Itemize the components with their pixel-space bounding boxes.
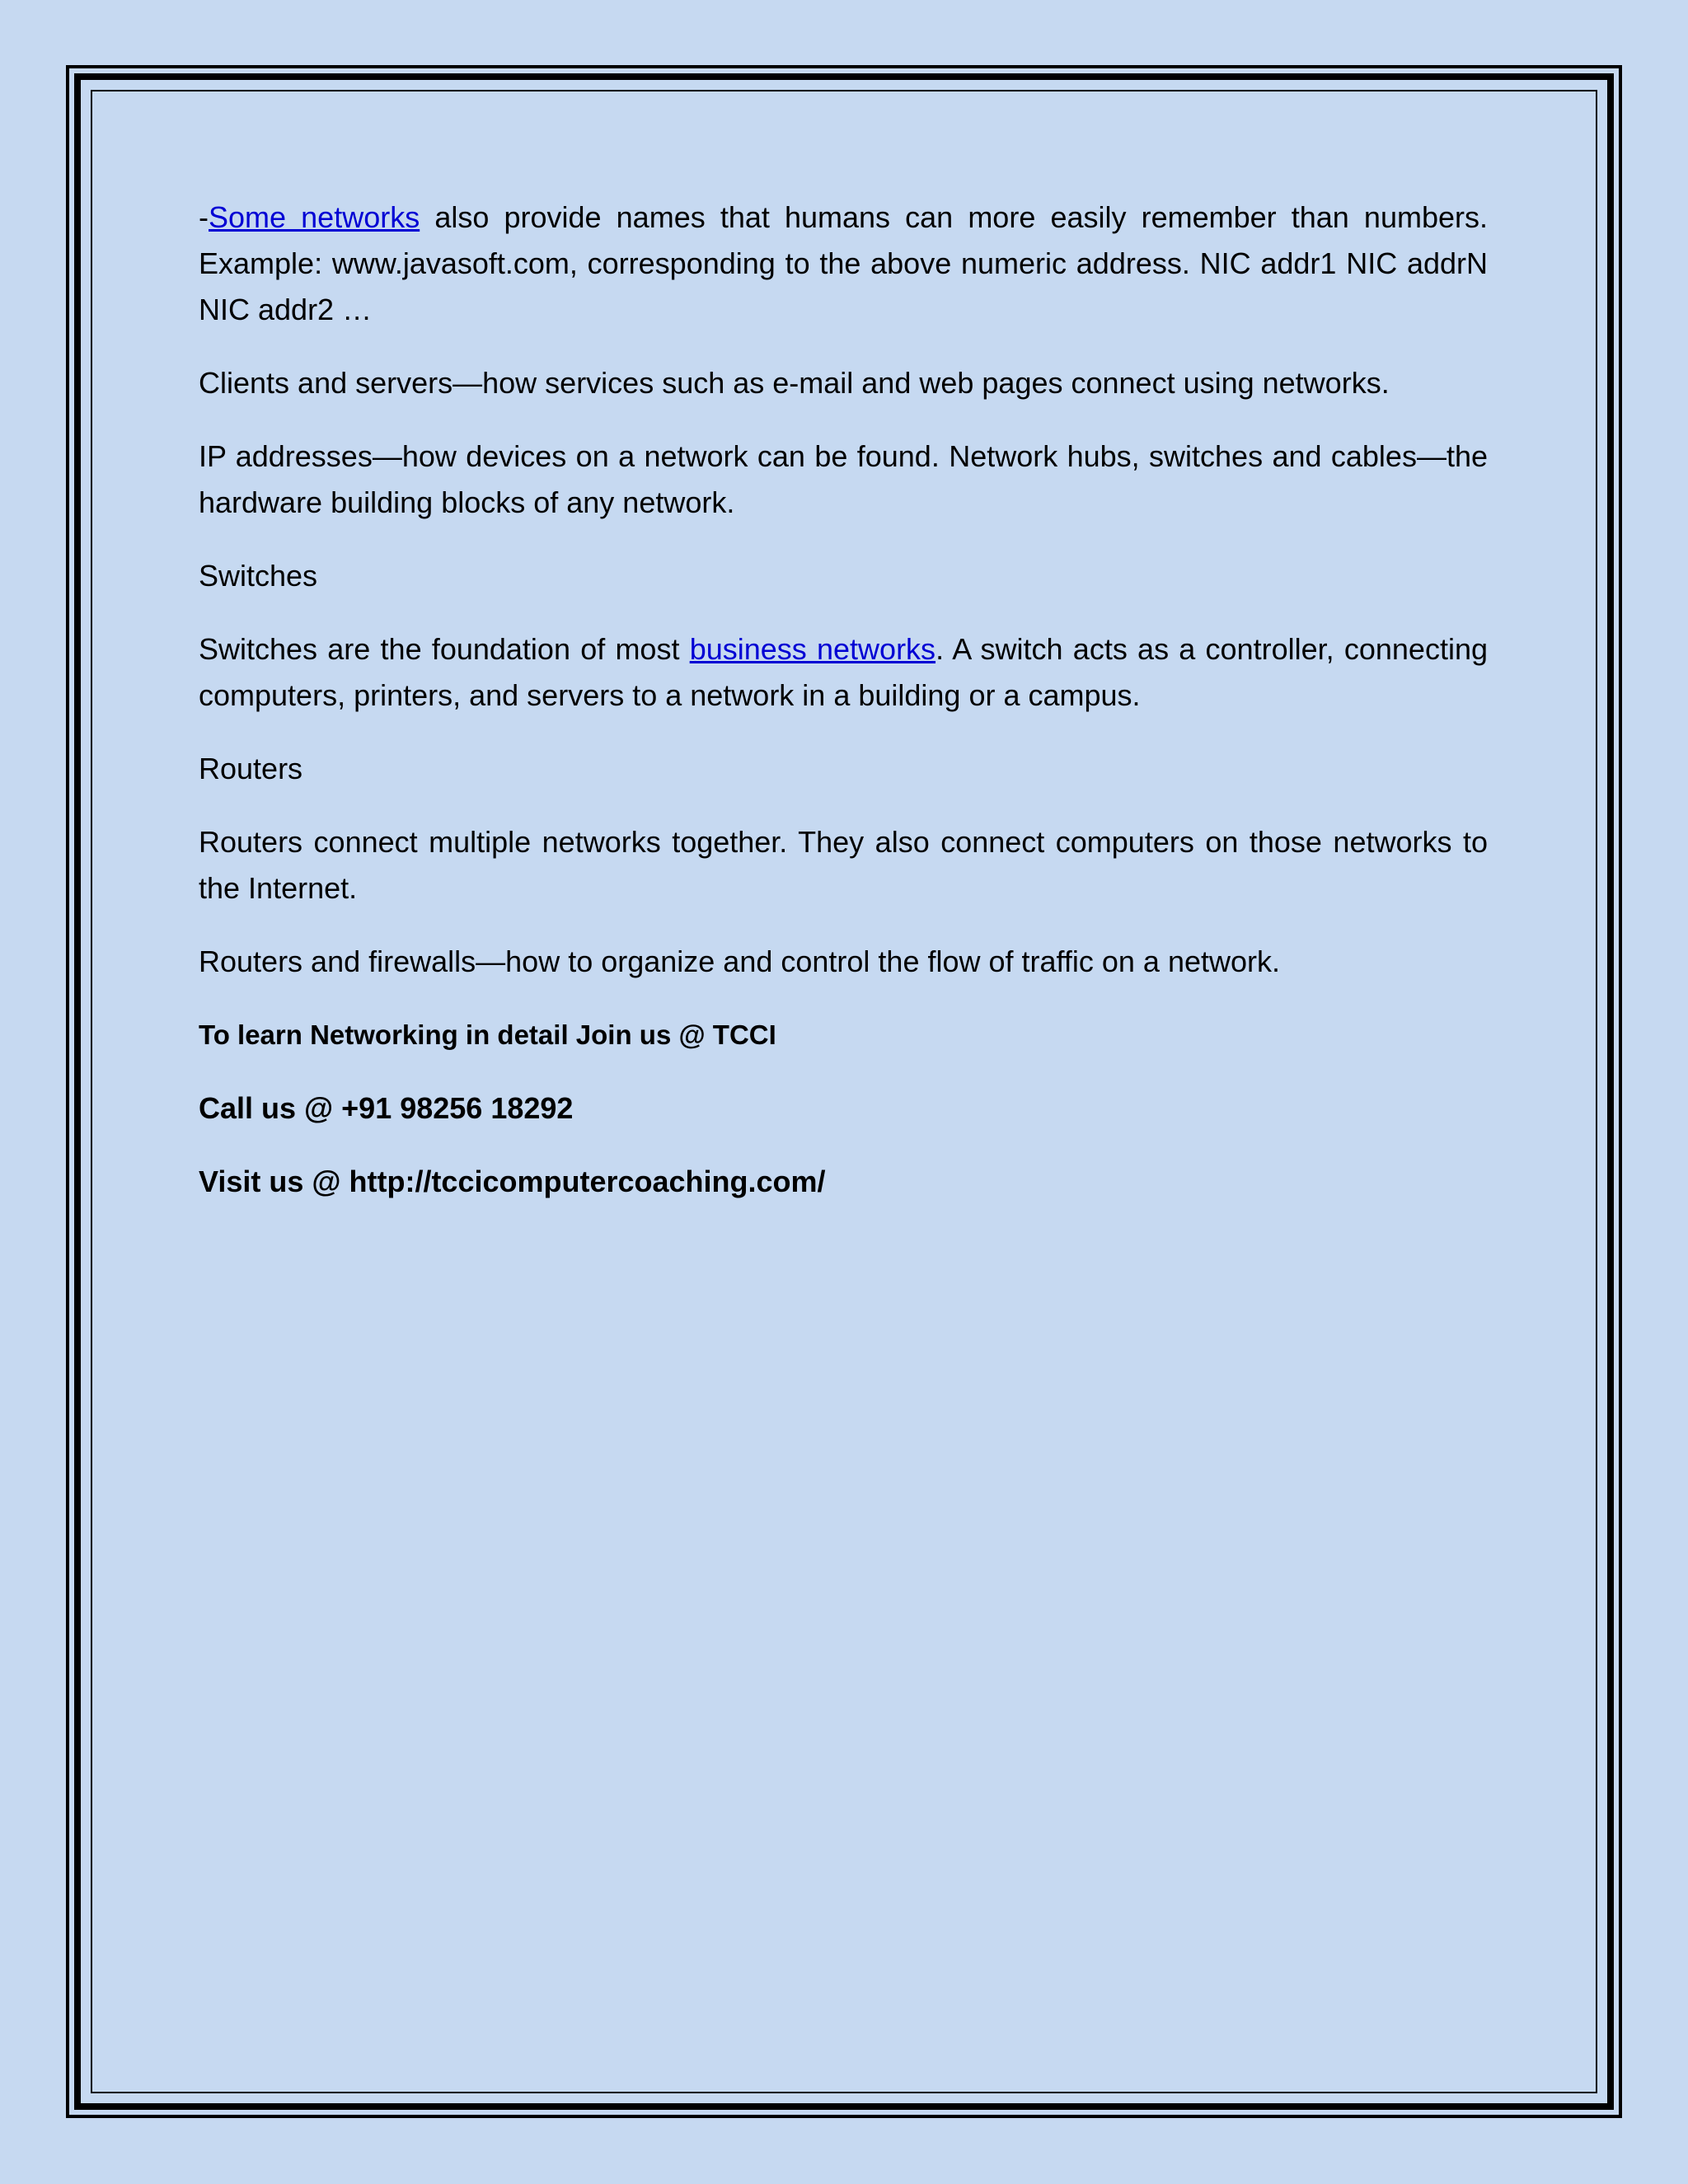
paragraph-switches-before: Switches are the foundation of most — [199, 632, 690, 666]
cta-learn-networking: To learn Networking in detail Join us @ TCCI — [199, 1019, 776, 1050]
heading-switches: Switches — [199, 559, 318, 593]
paragraph-routers-firewalls: Routers and firewalls—how to organize and control the flow of traffic on a network. — [199, 944, 1281, 978]
cta-call-us: Call us @ +91 98256 18292 — [199, 1091, 574, 1125]
paragraph-prefix: - — [199, 200, 209, 234]
document-body — [199, 194, 1488, 1232]
paragraph-ip-addresses: IP addresses—how devices on a network can be found. Network hubs, switches and cables—the hardware building blocks of any network. — [199, 439, 1488, 519]
paragraph-clients-servers: Clients and servers—how services such as e-mail and web pages connect using networks. — [199, 366, 1390, 400]
paragraph-switches-after: . A switch acts as a controller, connecting computers, printers, and servers to a network in a building or a campus. — [199, 632, 1488, 712]
some-networks-link[interactable]: Some networks — [209, 200, 420, 234]
paragraph-routers: Routers connect multiple networks together. They also connect computers on those networks to the Internet. — [199, 825, 1488, 905]
cta-visit-us: Visit us @ http://tccicomputercoaching.com/ — [199, 1165, 826, 1198]
paragraph-network-names — [199, 194, 1488, 333]
paragraph-network-names-text: also provide names that humans can more easily remember than numbers. Example: www.javasoft.com, corresponding to the above numeric address. NIC addr1 NIC addrN NIC addr2 … — [199, 200, 1488, 326]
paragraph-switches — [199, 626, 1488, 719]
business-networks-link[interactable]: business networks — [689, 632, 936, 666]
heading-routers: Routers — [199, 752, 303, 785]
